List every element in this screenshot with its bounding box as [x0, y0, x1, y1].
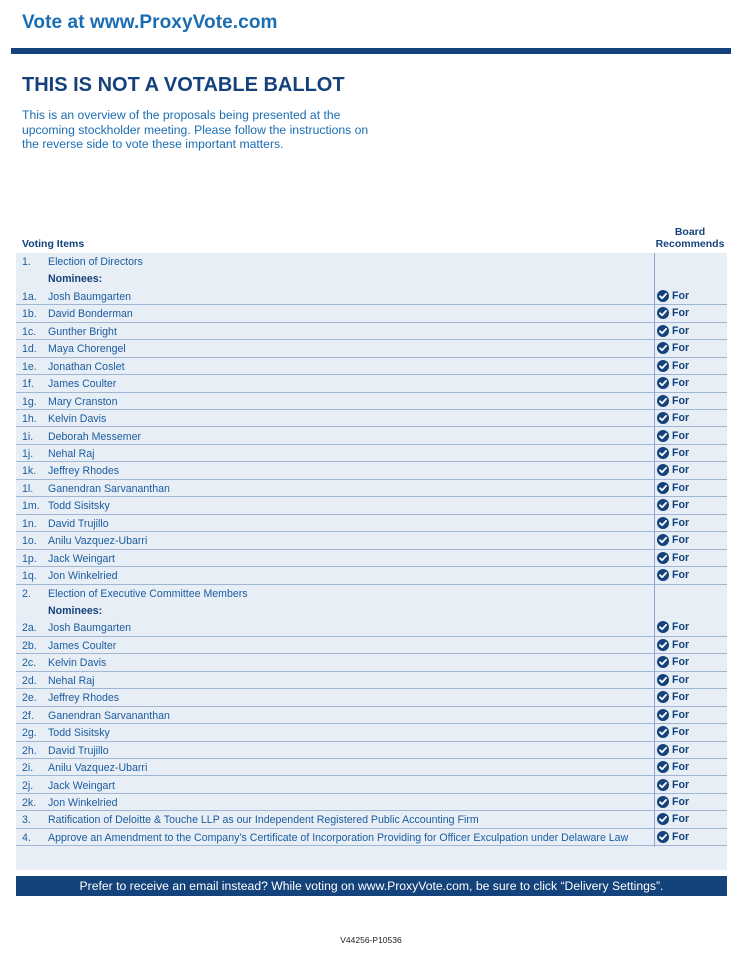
table-row [16, 480, 727, 497]
item-label: Josh Baumgarten [48, 290, 132, 303]
nominees-subheading: Nominees: [48, 605, 103, 617]
board-recommendation [657, 412, 689, 424]
table-row [16, 515, 727, 532]
table-row [16, 619, 727, 636]
recommendation-label: For [672, 324, 690, 337]
table-row [16, 707, 727, 724]
voting-items-table [16, 253, 727, 870]
item-number: 1l. [22, 482, 34, 495]
checkmark-icon [657, 726, 669, 738]
header-divider [11, 48, 731, 54]
item-number: 2c. [22, 657, 37, 670]
recommendation-label: For [672, 289, 690, 302]
checkmark-icon [657, 761, 669, 773]
table-row [16, 393, 727, 410]
item-label: Election of Executive Committee Members [48, 587, 248, 600]
table-row [16, 794, 727, 811]
checkmark-icon [657, 813, 669, 825]
checkmark-icon [657, 325, 669, 337]
item-number: 1c. [22, 325, 37, 338]
board-recommendation [657, 482, 689, 494]
item-number: 1b. [22, 308, 37, 321]
table-row [16, 340, 727, 357]
table-row [16, 288, 727, 305]
item-label: Nehal Raj [48, 674, 95, 687]
recommendation-label: For [672, 743, 690, 756]
board-recommendation [657, 621, 689, 633]
board-recommendation [657, 430, 689, 442]
page-heading: THIS IS NOT A VOTABLE BALLOT [22, 74, 345, 96]
board-recommendation [657, 517, 689, 529]
recommendation-label: For [672, 394, 690, 407]
checkmark-icon [657, 621, 669, 633]
checkmark-icon [657, 796, 669, 808]
board-recommendation [657, 796, 689, 808]
board-recommendation [657, 325, 689, 337]
table-row [16, 602, 727, 619]
item-number: 1i. [22, 430, 34, 443]
table-row [16, 428, 727, 445]
item-number: 1g. [22, 395, 37, 408]
board-recommendation [657, 569, 689, 581]
checkmark-icon [657, 709, 669, 721]
table-row [16, 689, 727, 706]
table-row [16, 358, 727, 375]
item-number: 3. [22, 814, 31, 827]
recommendation-label: For [672, 656, 690, 669]
board-recommendation [657, 464, 689, 476]
table-row [16, 305, 727, 322]
board-recommendation [657, 552, 689, 564]
item-label: Nehal Raj [48, 447, 95, 460]
item-label: Approve an Amendment to the Company’s Certificate of Incorporation Providing for Officer Exculpation under Delaware Law [48, 831, 629, 844]
recommendation-label: For [672, 429, 690, 442]
recommendation-label: For [672, 412, 690, 425]
checkmark-icon [657, 464, 669, 476]
item-number: 2i. [22, 762, 34, 775]
checkmark-icon [657, 779, 669, 791]
item-number: 1h. [22, 413, 37, 426]
item-label: James Coulter [48, 378, 117, 391]
item-number: 2d. [22, 674, 37, 687]
item-number: 1p. [22, 552, 37, 565]
recommendation-label: For [672, 464, 690, 477]
item-label: Ratification of Deloitte & Touche LLP as our Independent Registered Public Accounting Firm [48, 814, 479, 827]
board-recommendation [657, 656, 689, 668]
checkmark-icon [657, 412, 669, 424]
form-code: V44256-P10536 [340, 935, 402, 945]
table-row [16, 777, 727, 794]
checkmark-icon [657, 691, 669, 703]
item-label: David Trujillo [48, 744, 109, 757]
recommendation-label: For [672, 569, 690, 582]
table-row [16, 567, 727, 584]
item-number: 1f. [22, 378, 34, 391]
checkmark-icon [657, 360, 669, 372]
checkmark-icon [657, 342, 669, 354]
table-row [16, 375, 727, 392]
item-number: 1k. [22, 465, 37, 478]
board-recommendation [657, 709, 689, 721]
recommendation-label: For [672, 621, 690, 634]
recommendation-label: For [672, 726, 690, 739]
item-number: 2j. [22, 779, 34, 792]
checkmark-icon [657, 552, 669, 564]
column-header-board-recommends: Board Recommends [655, 226, 725, 250]
table-row [16, 253, 727, 270]
item-number: 2b. [22, 639, 37, 652]
item-label: Gunther Bright [48, 325, 117, 338]
board-recommendation [657, 726, 689, 738]
table-row [16, 532, 727, 549]
checkmark-icon [657, 831, 669, 843]
checkmark-icon [657, 447, 669, 459]
checkmark-icon [657, 674, 669, 686]
table-row [16, 462, 727, 479]
recommendation-label: For [672, 342, 690, 355]
item-number: 1d. [22, 343, 37, 356]
recommendation-label: For [672, 813, 690, 826]
item-number: 2g. [22, 727, 37, 740]
item-label: Jeffrey Rhodes [48, 465, 120, 478]
item-label: Todd Sisitsky [48, 727, 110, 740]
item-label: Jeffrey Rhodes [48, 692, 120, 705]
board-recommendation [657, 307, 689, 319]
table-row [16, 742, 727, 759]
item-label: Todd Sisitsky [48, 500, 110, 513]
item-number: 2e. [22, 692, 37, 705]
item-label: Jon Winkelried [48, 570, 118, 583]
recommendation-label: For [672, 377, 690, 390]
item-label: Ganendran Sarvananthan [48, 482, 170, 495]
table-row [16, 270, 727, 287]
item-label: Jon Winkelried [48, 796, 118, 809]
board-recommendation [657, 761, 689, 773]
table-row [16, 811, 727, 828]
table-row [16, 654, 727, 671]
item-label: Deborah Messemer [48, 430, 142, 443]
column-header-voting-items: Voting Items [22, 238, 85, 250]
table-row [16, 829, 727, 846]
item-number: 1q. [22, 570, 37, 583]
intro-text: This is an overview of the proposals being presented at the upcoming stockholder meeting. Please follow the instructions on the reverse side to vote these important matters. [22, 108, 369, 152]
nominees-subheading: Nominees: [48, 273, 103, 286]
item-label: David Trujillo [48, 517, 109, 530]
recommendation-label: For [672, 708, 690, 721]
board-recommendation [657, 342, 689, 354]
item-number: 1. [22, 256, 31, 268]
item-label: Kelvin Davis [48, 657, 107, 670]
item-label: Kelvin Davis [48, 413, 107, 426]
board-recommendation [657, 447, 689, 459]
item-label: Jonathan Coslet [48, 360, 125, 373]
item-number: 1a. [22, 290, 37, 303]
board-recommendation [657, 744, 689, 756]
board-recommendation [657, 534, 689, 546]
table-row [16, 497, 727, 514]
recommendation-label: For [672, 673, 690, 686]
recommendation-label: For [672, 830, 690, 843]
item-label: Maya Chorengel [48, 343, 126, 356]
item-number: 1e. [22, 360, 37, 373]
item-label: Josh Baumgarten [48, 622, 132, 635]
checkmark-icon [657, 656, 669, 668]
item-label: Jack Weingart [48, 779, 115, 792]
board-recommendation [657, 499, 689, 511]
item-label: Anilu Vazquez-Ubarri [48, 535, 148, 548]
item-number: 4. [22, 831, 31, 844]
recommendation-label: For [672, 534, 690, 547]
board-recommendation [657, 813, 689, 825]
table-row [16, 724, 727, 741]
checkmark-icon [657, 482, 669, 494]
recommendation-label: For [672, 499, 690, 512]
table-row [16, 759, 727, 776]
recommendation-label: For [672, 359, 690, 372]
item-number: 2k. [22, 796, 37, 809]
item-number: 2h. [22, 744, 37, 757]
checkmark-icon [657, 430, 669, 442]
item-number: 2f. [22, 709, 34, 722]
checkmark-icon [657, 744, 669, 756]
recommendation-label: For [672, 551, 690, 564]
checkmark-icon [657, 639, 669, 651]
table-row [16, 410, 727, 427]
recommendation-label: For [672, 446, 690, 459]
recommendation-label: For [672, 638, 690, 651]
item-number: 1n. [22, 517, 37, 530]
item-label: James Coulter [48, 639, 117, 652]
item-label: Mary Cranston [48, 395, 118, 408]
item-number: 1o. [22, 535, 37, 548]
site-title: Vote at www.ProxyVote.com [22, 12, 278, 33]
table-row [16, 445, 727, 462]
recommendation-label: For [672, 778, 690, 791]
checkmark-icon [657, 569, 669, 581]
checkmark-icon [657, 307, 669, 319]
recommendation-label: For [672, 307, 690, 320]
checkmark-icon [657, 517, 669, 529]
checkmark-icon [657, 290, 669, 302]
item-label: Election of Directors [48, 256, 143, 268]
board-recommendation [657, 377, 689, 389]
board-recommendation [657, 639, 689, 651]
item-number: 1m. [22, 500, 40, 513]
item-label: David Bonderman [48, 308, 133, 321]
email-delivery-banner: Prefer to receive an email instead? While voting on www.ProxyVote.com, be sure to click “Delivery Settings”. [16, 876, 727, 896]
board-recommendation [657, 290, 689, 302]
item-label: Ganendran Sarvananthan [48, 709, 170, 722]
table-row [16, 323, 727, 340]
checkmark-icon [657, 395, 669, 407]
item-number: 2a. [22, 622, 37, 635]
item-number: 2. [22, 587, 31, 600]
item-label: Jack Weingart [48, 552, 115, 565]
table-row [16, 672, 727, 689]
board-recommendation [657, 674, 689, 686]
recommendation-label: For [672, 481, 690, 494]
board-recommendation [657, 395, 689, 407]
recommendation-label: For [672, 691, 690, 704]
checkmark-icon [657, 534, 669, 546]
board-recommendation [657, 779, 689, 791]
item-label: Anilu Vazquez-Ubarri [48, 762, 148, 775]
table-row [16, 585, 727, 602]
recommendation-label: For [672, 761, 690, 774]
item-number: 1j. [22, 447, 34, 460]
board-recommendation [657, 360, 689, 372]
board-recommendation [657, 831, 689, 843]
recommendation-label: For [672, 795, 690, 808]
recommendation-label: For [672, 516, 690, 529]
checkmark-icon [657, 499, 669, 511]
board-recommendation [657, 691, 689, 703]
checkmark-icon [657, 377, 669, 389]
table-row [16, 550, 727, 567]
table-row [16, 637, 727, 654]
